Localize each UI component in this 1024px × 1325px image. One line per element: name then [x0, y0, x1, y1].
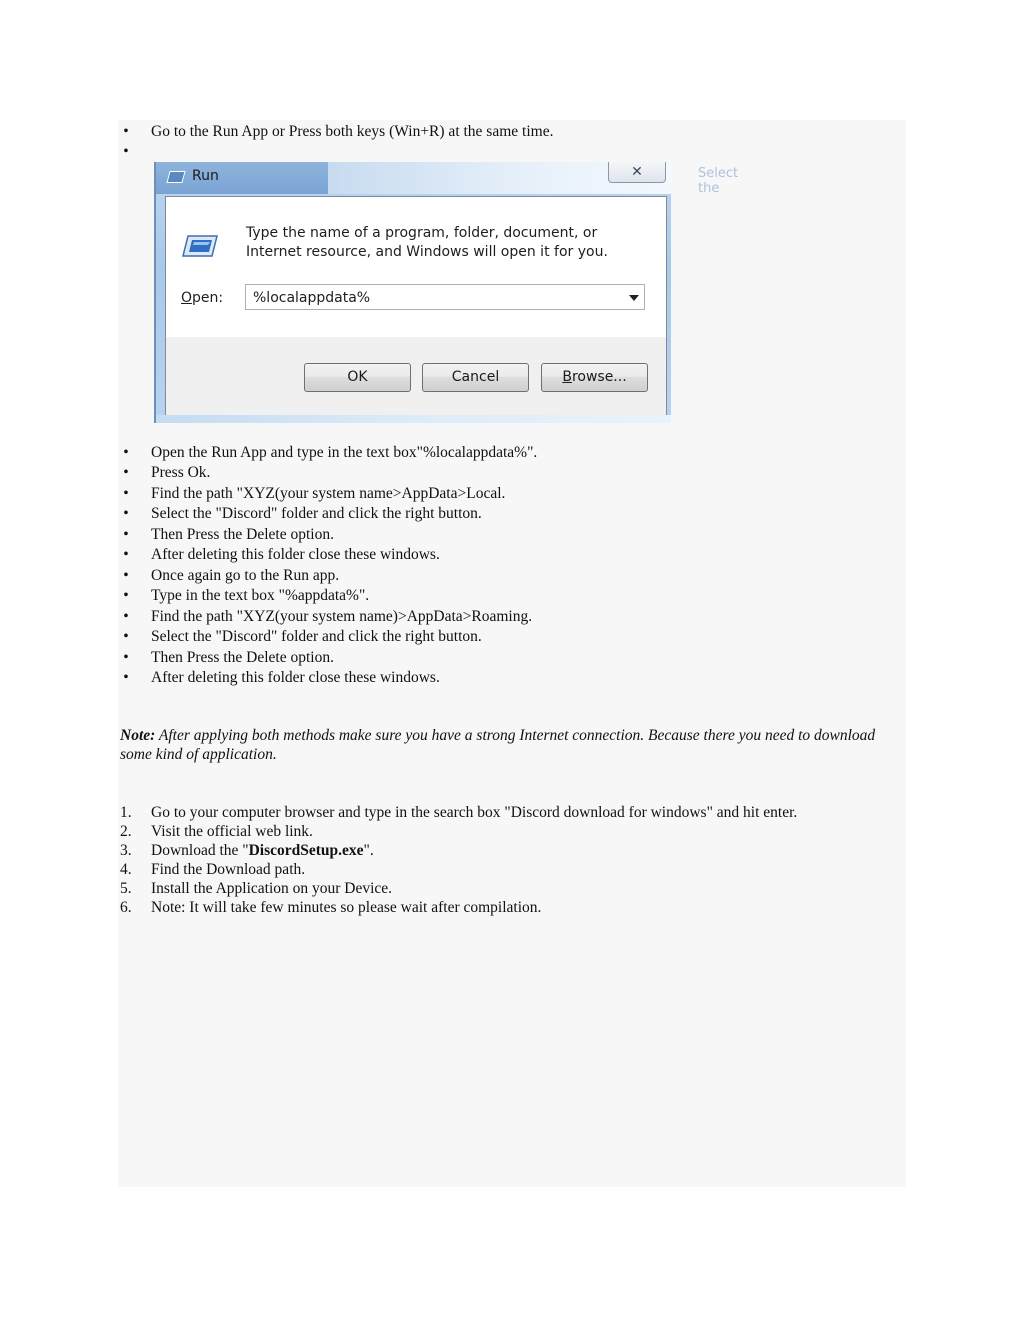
list-item-text: Select the "Discord" folder and click the right button. [151, 505, 482, 522]
chevron-down-icon[interactable] [629, 295, 639, 301]
note-label: Note: [120, 727, 156, 744]
list-item-text: Find the path "XYZ(your system name)>AppData>Roaming. [151, 608, 533, 625]
browse-button[interactable]: Browse... [541, 363, 648, 392]
list-item-text: After deleting this folder close these windows. [151, 546, 440, 563]
bullet-mark: • [123, 143, 129, 160]
open-input-value: %localappdata% [253, 290, 371, 306]
list-item-text: Press Ok. [151, 464, 211, 481]
run-dialog-top [166, 197, 666, 337]
open-input[interactable] [245, 284, 645, 310]
setup-filename: DiscordSetup.exe [248, 842, 364, 859]
list-item-text: Type in the text box "%appdata%". [151, 587, 370, 604]
run-titlebar [156, 162, 328, 194]
ghost-text: Select the [698, 166, 739, 196]
list-item-text: Find the path "XYZ(your system name>AppData>Local. [151, 485, 506, 502]
run-program-icon [182, 235, 218, 257]
run-title: Run [192, 168, 219, 184]
open-label: Open: [181, 290, 224, 306]
ok-button[interactable]: OK [304, 363, 411, 392]
close-button[interactable] [608, 162, 666, 183]
list-item-text: Go to the Run App or Press both keys (Win+R) at the same time. [151, 123, 554, 140]
run-description: Type the name of a program, folder, document, or Internet resource, and Windows will open it for you. [246, 225, 608, 260]
close-icon: ✕ [631, 164, 643, 180]
list-item-text: Select the "Discord" folder and click the right button. [151, 628, 482, 645]
run-dialog-screenshot [154, 162, 739, 423]
list-item-text: Open the Run App and type in the text box"%localappdata%". [151, 444, 538, 461]
screenshot-bottom-edge [156, 415, 671, 423]
note-text: After applying both methods make sure you have a strong Internet connection. Because there you need to download some kind of application. [120, 727, 876, 763]
list-item-text: Once again go to the Run app. [151, 567, 340, 584]
note-paragraph [120, 726, 880, 764]
list-item-text: Then Press the Delete option. [151, 526, 334, 543]
bullet-mark: • [123, 123, 129, 140]
list-item-text: Then Press the Delete option. [151, 649, 334, 666]
cancel-button[interactable]: Cancel [422, 363, 529, 392]
list-item-text: After deleting this folder close these windows. [151, 669, 440, 686]
run-app-icon [166, 171, 185, 183]
run-dialog-body [165, 196, 667, 417]
